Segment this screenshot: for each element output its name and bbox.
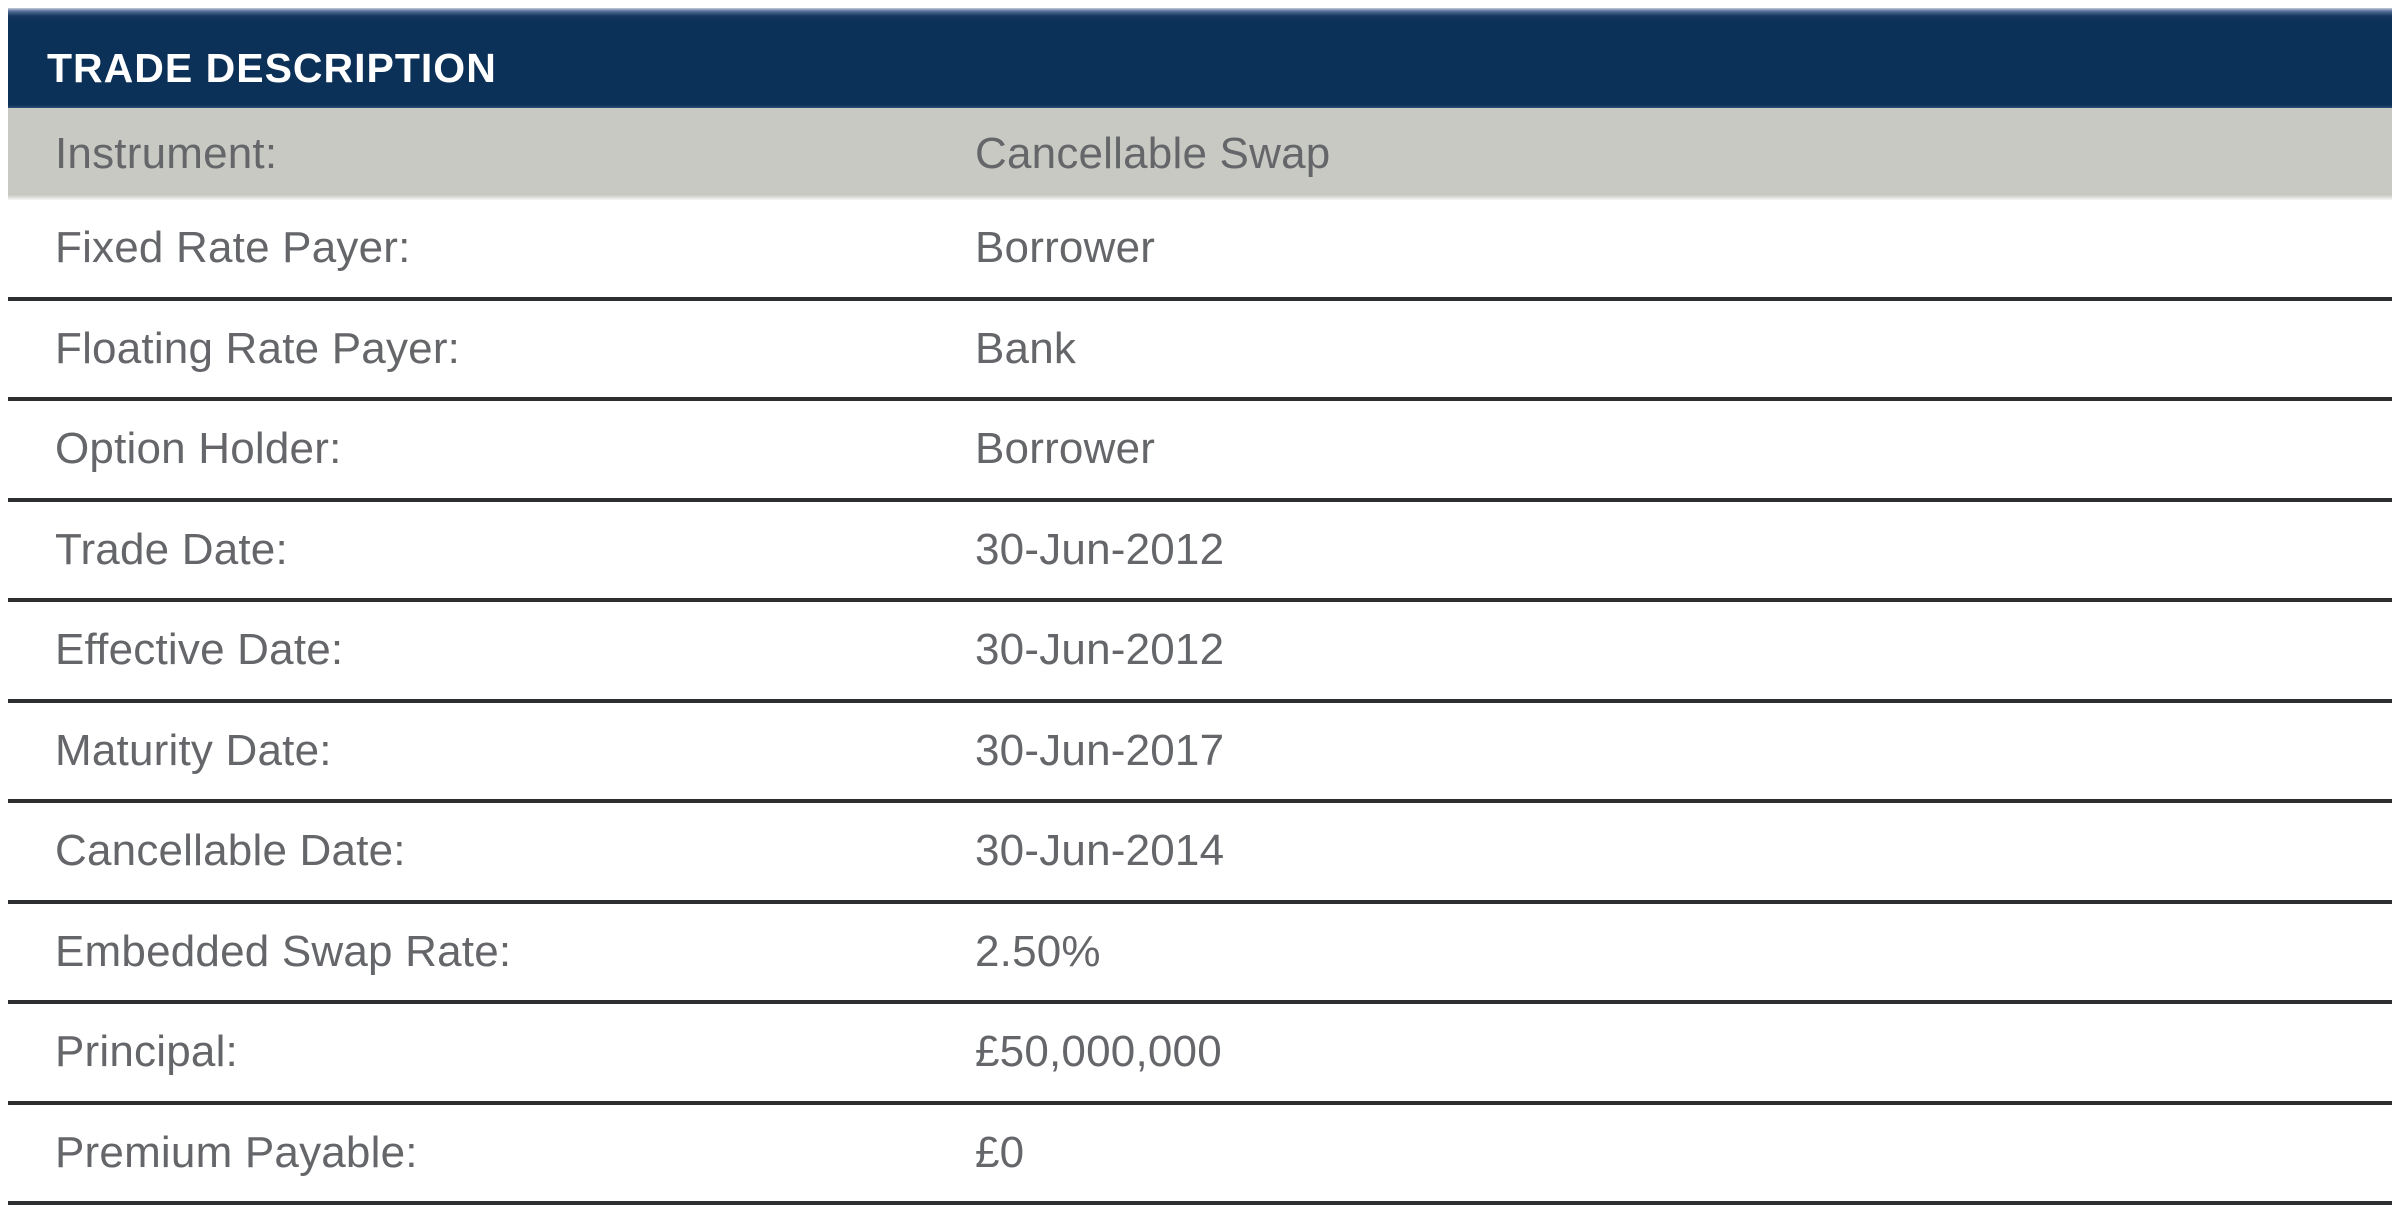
row-label: Instrument:: [55, 129, 278, 178]
row-value: Borrower: [975, 424, 1156, 474]
row-label: Cancellable Date:: [55, 826, 406, 876]
table-title: TRADE DESCRIPTION: [47, 45, 497, 91]
row-label: Trade Date:: [55, 524, 288, 574]
table-row: [8, 1105, 2392, 1206]
row-value: Borrower: [975, 223, 1156, 273]
table-row: [8, 703, 2392, 804]
row-value: 30-Jun-2012: [975, 524, 1225, 574]
table-row: [8, 401, 2392, 502]
table-row: [8, 1004, 2392, 1105]
row-label: Principal:: [55, 1027, 238, 1077]
row-value: 30-Jun-2017: [975, 725, 1225, 775]
table-row: [8, 200, 2392, 301]
trade-description-table: [8, 8, 2392, 1205]
row-value: Cancellable Swap: [975, 129, 1331, 178]
row-label: Effective Date:: [55, 625, 344, 675]
table-row: [8, 904, 2392, 1005]
table-row: [8, 108, 2392, 200]
row-label: Embedded Swap Rate:: [55, 926, 512, 976]
row-value: 30-Jun-2012: [975, 625, 1225, 675]
table-row: [8, 803, 2392, 904]
row-value: 30-Jun-2014: [975, 826, 1225, 876]
row-label: Option Holder:: [55, 424, 342, 474]
table-header: [8, 8, 2392, 108]
table-row: [8, 602, 2392, 703]
table-row: [8, 502, 2392, 603]
row-value: 2.50%: [975, 926, 1101, 976]
row-value: £50,000,000: [975, 1027, 1222, 1077]
row-value: Bank: [975, 323, 1077, 373]
table-row: [8, 301, 2392, 402]
row-label: Maturity Date:: [55, 725, 332, 775]
row-label: Fixed Rate Payer:: [55, 223, 411, 273]
row-label: Premium Payable:: [55, 1127, 418, 1177]
row-value: £0: [975, 1127, 1025, 1177]
row-label: Floating Rate Payer:: [55, 323, 461, 373]
